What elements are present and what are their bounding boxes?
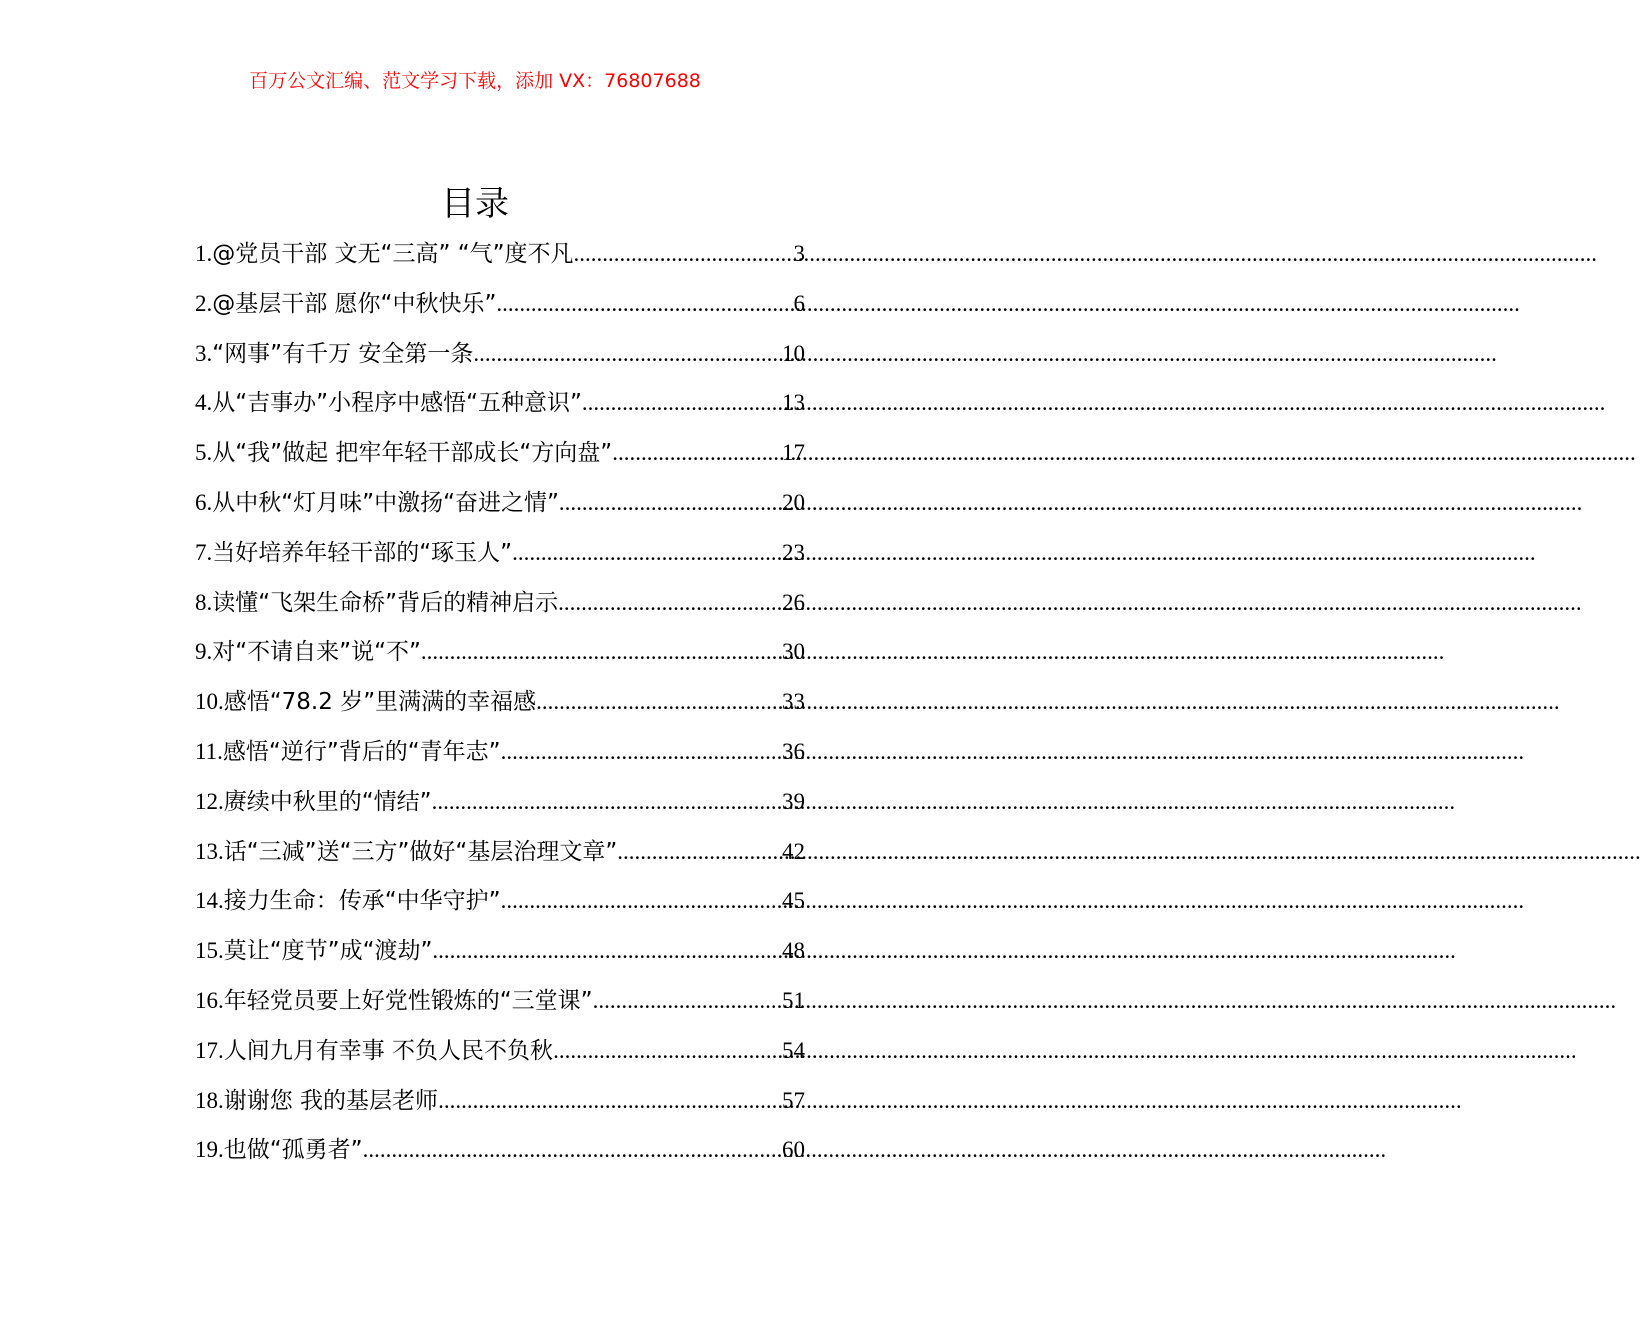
toc-item-number: 12. — [195, 788, 224, 814]
toc-item[interactable] — [195, 232, 805, 282]
dot-leader — [501, 730, 782, 774]
toc-item-title: @基层干部 愿你“中秋快乐” — [212, 290, 497, 317]
dot-leader — [421, 630, 782, 674]
toc-item-title: 赓续中秋里的“情结” — [223, 788, 432, 815]
toc-item-page: 51 — [782, 987, 805, 1013]
dot-leader — [536, 680, 782, 724]
toc-item-title: 人间九月有幸事 不负人民不负秋 — [223, 1037, 554, 1064]
toc-item[interactable] — [195, 630, 805, 680]
toc-item[interactable] — [195, 332, 805, 382]
toc-item-title: 谢谢您 我的基层老师 — [223, 1087, 439, 1114]
toc-item-title: 年轻党员要上好党性锻炼的“三堂课” — [223, 987, 593, 1014]
dot-leader — [582, 381, 782, 425]
toc-item-title: 感悟“78.2 岁”里满满的幸福感 — [223, 689, 537, 716]
toc-item[interactable] — [195, 780, 805, 830]
toc-item[interactable] — [195, 929, 805, 979]
toc-item[interactable] — [195, 531, 805, 581]
toc-item[interactable] — [195, 282, 805, 332]
toc-item-page: 13 — [782, 390, 805, 416]
toc-item-title: 也做“孤勇者” — [223, 1137, 363, 1164]
toc-item-number: 3. — [195, 340, 213, 366]
toc-item-page: 30 — [782, 639, 805, 665]
toc-item[interactable] — [195, 680, 805, 730]
toc-item[interactable] — [195, 431, 805, 481]
toc-item-page: 6 — [793, 290, 805, 316]
toc-item[interactable] — [195, 1029, 805, 1079]
toc-item[interactable] — [195, 730, 805, 780]
toc-item-page: 26 — [782, 589, 805, 615]
dot-leader — [574, 232, 794, 276]
toc-item-number: 8. — [195, 589, 213, 615]
toc-item[interactable] — [195, 879, 805, 929]
toc-item-page: 48 — [782, 938, 805, 964]
toc-item-number: 6. — [195, 489, 213, 515]
toc-item-title: 当好培养年轻干部的“琢玉人” — [212, 539, 513, 566]
dot-leader — [363, 1128, 782, 1172]
toc-item-number: 18. — [195, 1087, 224, 1113]
toc-item-page: 54 — [782, 1037, 805, 1063]
toc-item-page: 3 — [793, 241, 805, 266]
toc-item-title: 读懂“飞架生命桥”背后的精神启示 — [212, 589, 559, 616]
toc-item-number: 19. — [195, 1137, 224, 1163]
toc-item-title: 话“三减”送“三方”做好“基层治理文章” — [223, 838, 618, 865]
toc-item-number: 9. — [195, 639, 213, 665]
dot-leader — [432, 780, 782, 824]
dot-leader — [473, 332, 782, 376]
toc-item-page: 17 — [782, 440, 805, 466]
toc-item[interactable] — [195, 979, 805, 1029]
page-title: 目录 — [441, 184, 509, 224]
toc-item-number: 5. — [195, 440, 213, 466]
toc-item-page: 20 — [782, 489, 805, 515]
toc-item-page: 33 — [782, 689, 805, 715]
toc-item-title: 接力生命：传承“中华守护” — [223, 888, 501, 915]
toc-item-title: 从“我”做起 把牢年轻干部成长“方向盘” — [212, 440, 613, 467]
toc-item[interactable] — [195, 830, 805, 880]
dot-leader — [593, 979, 782, 1023]
dot-leader — [612, 431, 782, 475]
toc-item-title: 从“吉事办”小程序中感悟“五种意识” — [212, 390, 582, 417]
dot-leader — [617, 830, 782, 874]
dot-leader — [559, 481, 782, 525]
toc-item-number: 4. — [195, 390, 213, 416]
toc-item-number: 10. — [195, 689, 224, 715]
toc-item-page: 45 — [782, 888, 805, 914]
toc-item-number: 15. — [195, 938, 224, 964]
toc-item-number: 7. — [195, 539, 213, 565]
toc-item-page: 57 — [782, 1087, 805, 1113]
toc-item-number: 1. — [195, 241, 213, 266]
dot-leader — [553, 1029, 782, 1073]
toc-item-number: 17. — [195, 1037, 224, 1063]
toc-item-title: 莫让“度节”成“渡劫” — [223, 938, 433, 965]
toc-item[interactable] — [195, 1128, 805, 1178]
dot-leader — [438, 1079, 782, 1123]
toc-item-title: 从中秋“灯月味”中激扬“奋进之情” — [212, 489, 559, 516]
toc-item-number: 14. — [195, 888, 224, 914]
toc-item[interactable] — [195, 381, 805, 431]
dot-leader — [432, 929, 782, 973]
toc-item[interactable] — [195, 481, 805, 531]
toc-item-title: @党员干部 文无“三高” “气”度不凡 — [212, 241, 574, 267]
toc-item-number: 2. — [195, 290, 213, 316]
toc-item-title: 感悟“逆行”背后的“青年志” — [222, 738, 501, 765]
toc-item-title: 对“不请自来”说“不” — [212, 639, 421, 666]
toc-item-page: 60 — [782, 1137, 805, 1163]
dot-leader — [512, 531, 782, 575]
dot-leader — [558, 581, 782, 625]
toc-item-title: “网事”有千万 安全第一条 — [212, 340, 474, 367]
dot-leader — [501, 879, 782, 923]
toc-item-page: 10 — [782, 340, 805, 366]
toc-item-number: 11. — [195, 738, 223, 764]
toc-item[interactable] — [195, 1079, 805, 1129]
watermark-header: 百万公文汇编、范文学习下载，添加 VX：76807688 — [249, 70, 701, 92]
toc-item-page: 36 — [782, 738, 805, 764]
toc-item-page: 39 — [782, 788, 805, 814]
toc-item-number: 16. — [195, 987, 224, 1013]
toc-item[interactable] — [195, 581, 805, 631]
toc-item-page: 23 — [782, 539, 805, 565]
toc-item-page: 42 — [782, 838, 805, 864]
table-of-contents — [195, 232, 805, 1178]
toc-item-number: 13. — [195, 838, 224, 864]
dot-leader — [496, 282, 793, 326]
